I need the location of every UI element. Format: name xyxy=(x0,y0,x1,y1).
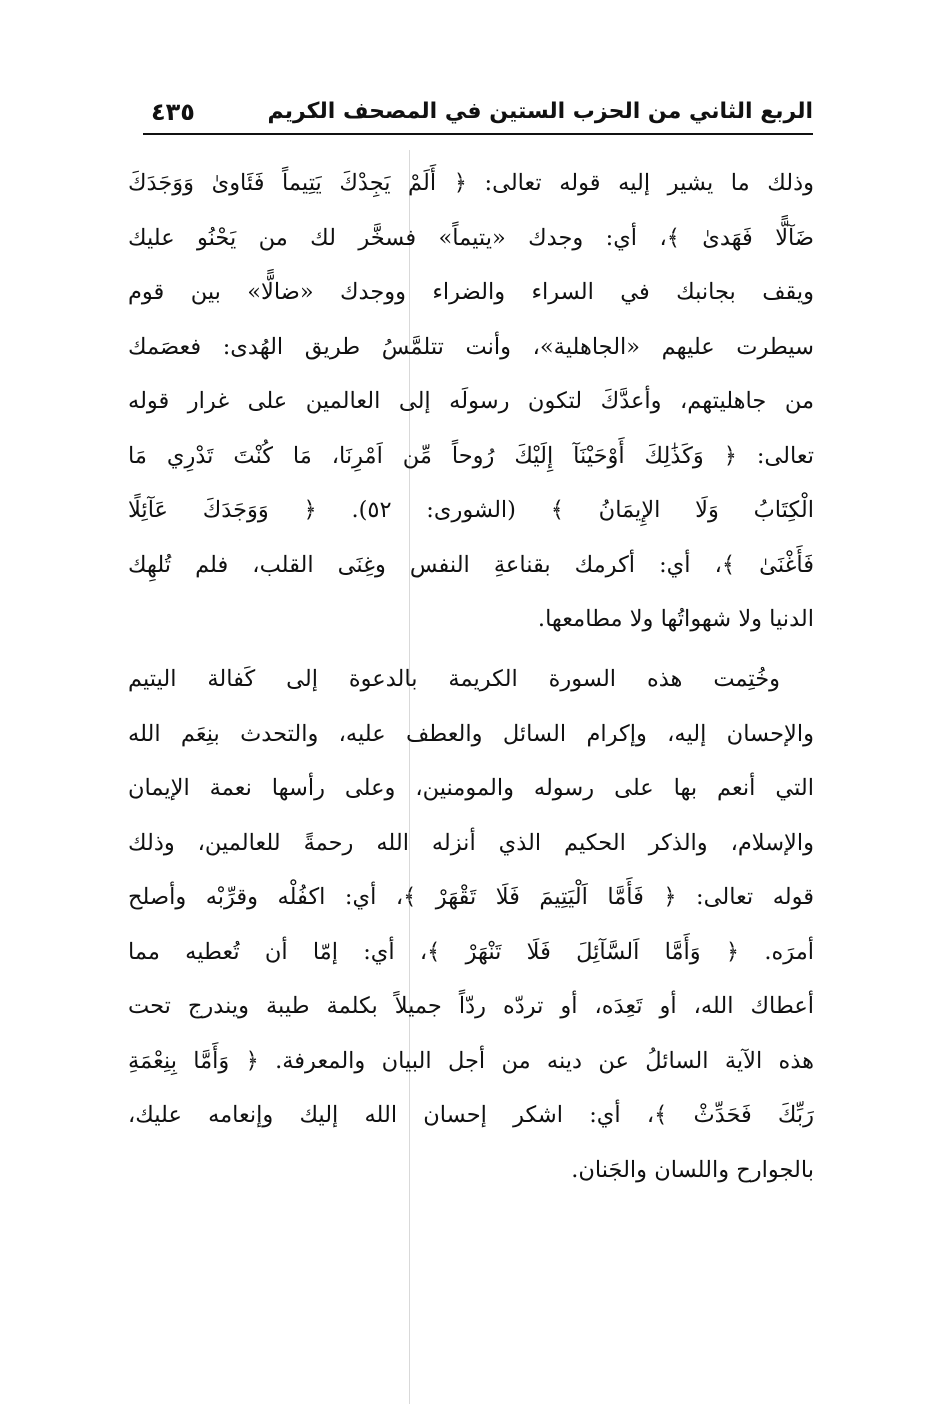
text-line: أعطاك الله، أو تَعِدَه، أو تردّه ردّاً جميلاً بكلمة طيبة ويندرج تحت xyxy=(128,993,814,1019)
text-line: سيطرت عليهم «الجاهلية»، وأنت تتلمَّسُ طريق الهُدى: فعصَمك xyxy=(128,333,814,360)
text-line: رَبِّكَ فَحَدِّثْ ﴾، أي: اشكر إحسان الله إليك وإنعامه عليك، xyxy=(128,1102,814,1128)
text-line: بالجوارح واللسان والجَنان. xyxy=(571,1156,814,1183)
paragraph-2 xyxy=(128,652,814,1197)
running-header xyxy=(143,92,813,132)
text-line: التي أنعم بها على رسوله والمومنين، وعلى رأسها نعمة الإيمان xyxy=(128,775,814,801)
page-number: ٤٣٥ xyxy=(151,98,195,126)
text-line: هذه الآية السائلُ عن دينه من أجل البيان والمعرفة. ﴿ وَأَمَّا بِنِعْمَةِ xyxy=(128,1047,814,1074)
text-line: أمرَه. ﴿ وَأَمَّا اَلسَّآئِلَ فَلَا تَنْهَرْ ﴾، أي: إمّا أن تُعطيه مما xyxy=(128,938,814,965)
text-line: الْكِتَابُ وَلَا الإِيمَانُ ﴾ (الشورى: ٥٢). ﴿ وَوَجَدَكَ عَآئِلًا xyxy=(128,497,814,523)
text-line: تعالى: ﴿ وَكَذَٰلِكَ أَوْحَيْنَآ إِلَيْكَ رُوحاً مِّن اَمْرِنَا، مَا كُنْتَ تَدْرِي مَا xyxy=(128,442,814,469)
text-line: فَأَغْنَىٰ ﴾، أي: أكرمك بقناعةِ النفس وغِنَى القلب، فلم تُلهِك xyxy=(128,551,814,578)
running-title: الربع الثاني من الحزب الستين في المصحف الكريم xyxy=(267,99,813,124)
text-line: وخُتِمت هذه السورة الكريمة بالدعوة إلى كَفالة اليتيم xyxy=(128,666,780,692)
text-line: الدنيا ولا شهواتُها ولا مطامعها. xyxy=(537,606,814,632)
text-line: وذلك ما يشير إليه قوله تعالى: ﴿ أَلَمْ يَجِدْكَ يَتِيماً فَئَاوىٰ وَوَجَدَكَ xyxy=(128,170,814,196)
paragraph-1 xyxy=(128,156,814,647)
text-line: ويقف بجانبك في السراء والضراء ووجدك «ضالًّا» بين قوم xyxy=(128,279,814,305)
header-rule xyxy=(143,133,813,135)
text-line: من جاهليتهم، وأعدَّكَ لتكون رسولَه إلى العالمين على غرار قوله xyxy=(128,388,814,414)
text-line: ضَآلًّا فَهَدىٰ ﴾، أي: وجدك «يتيماً» فسخَّر لك من يَحْنُو عليك xyxy=(128,224,814,251)
text-line: قوله تعالى: ﴿ فَأَمَّا اَلْيَتِيمَ فَلَا تَقْهَرْ ﴾، أي: اكفُلْه وقرِّبْه وأصلح xyxy=(128,884,814,910)
text-line: والإسلام، والذكر الحكيم الذي أنزله الله رحمةً للعالمين، وذلك xyxy=(128,829,814,856)
text-line: والإحسان إليه، وإكرام السائل والعطف عليه، والتحدث بنِعَم الله xyxy=(128,720,814,747)
